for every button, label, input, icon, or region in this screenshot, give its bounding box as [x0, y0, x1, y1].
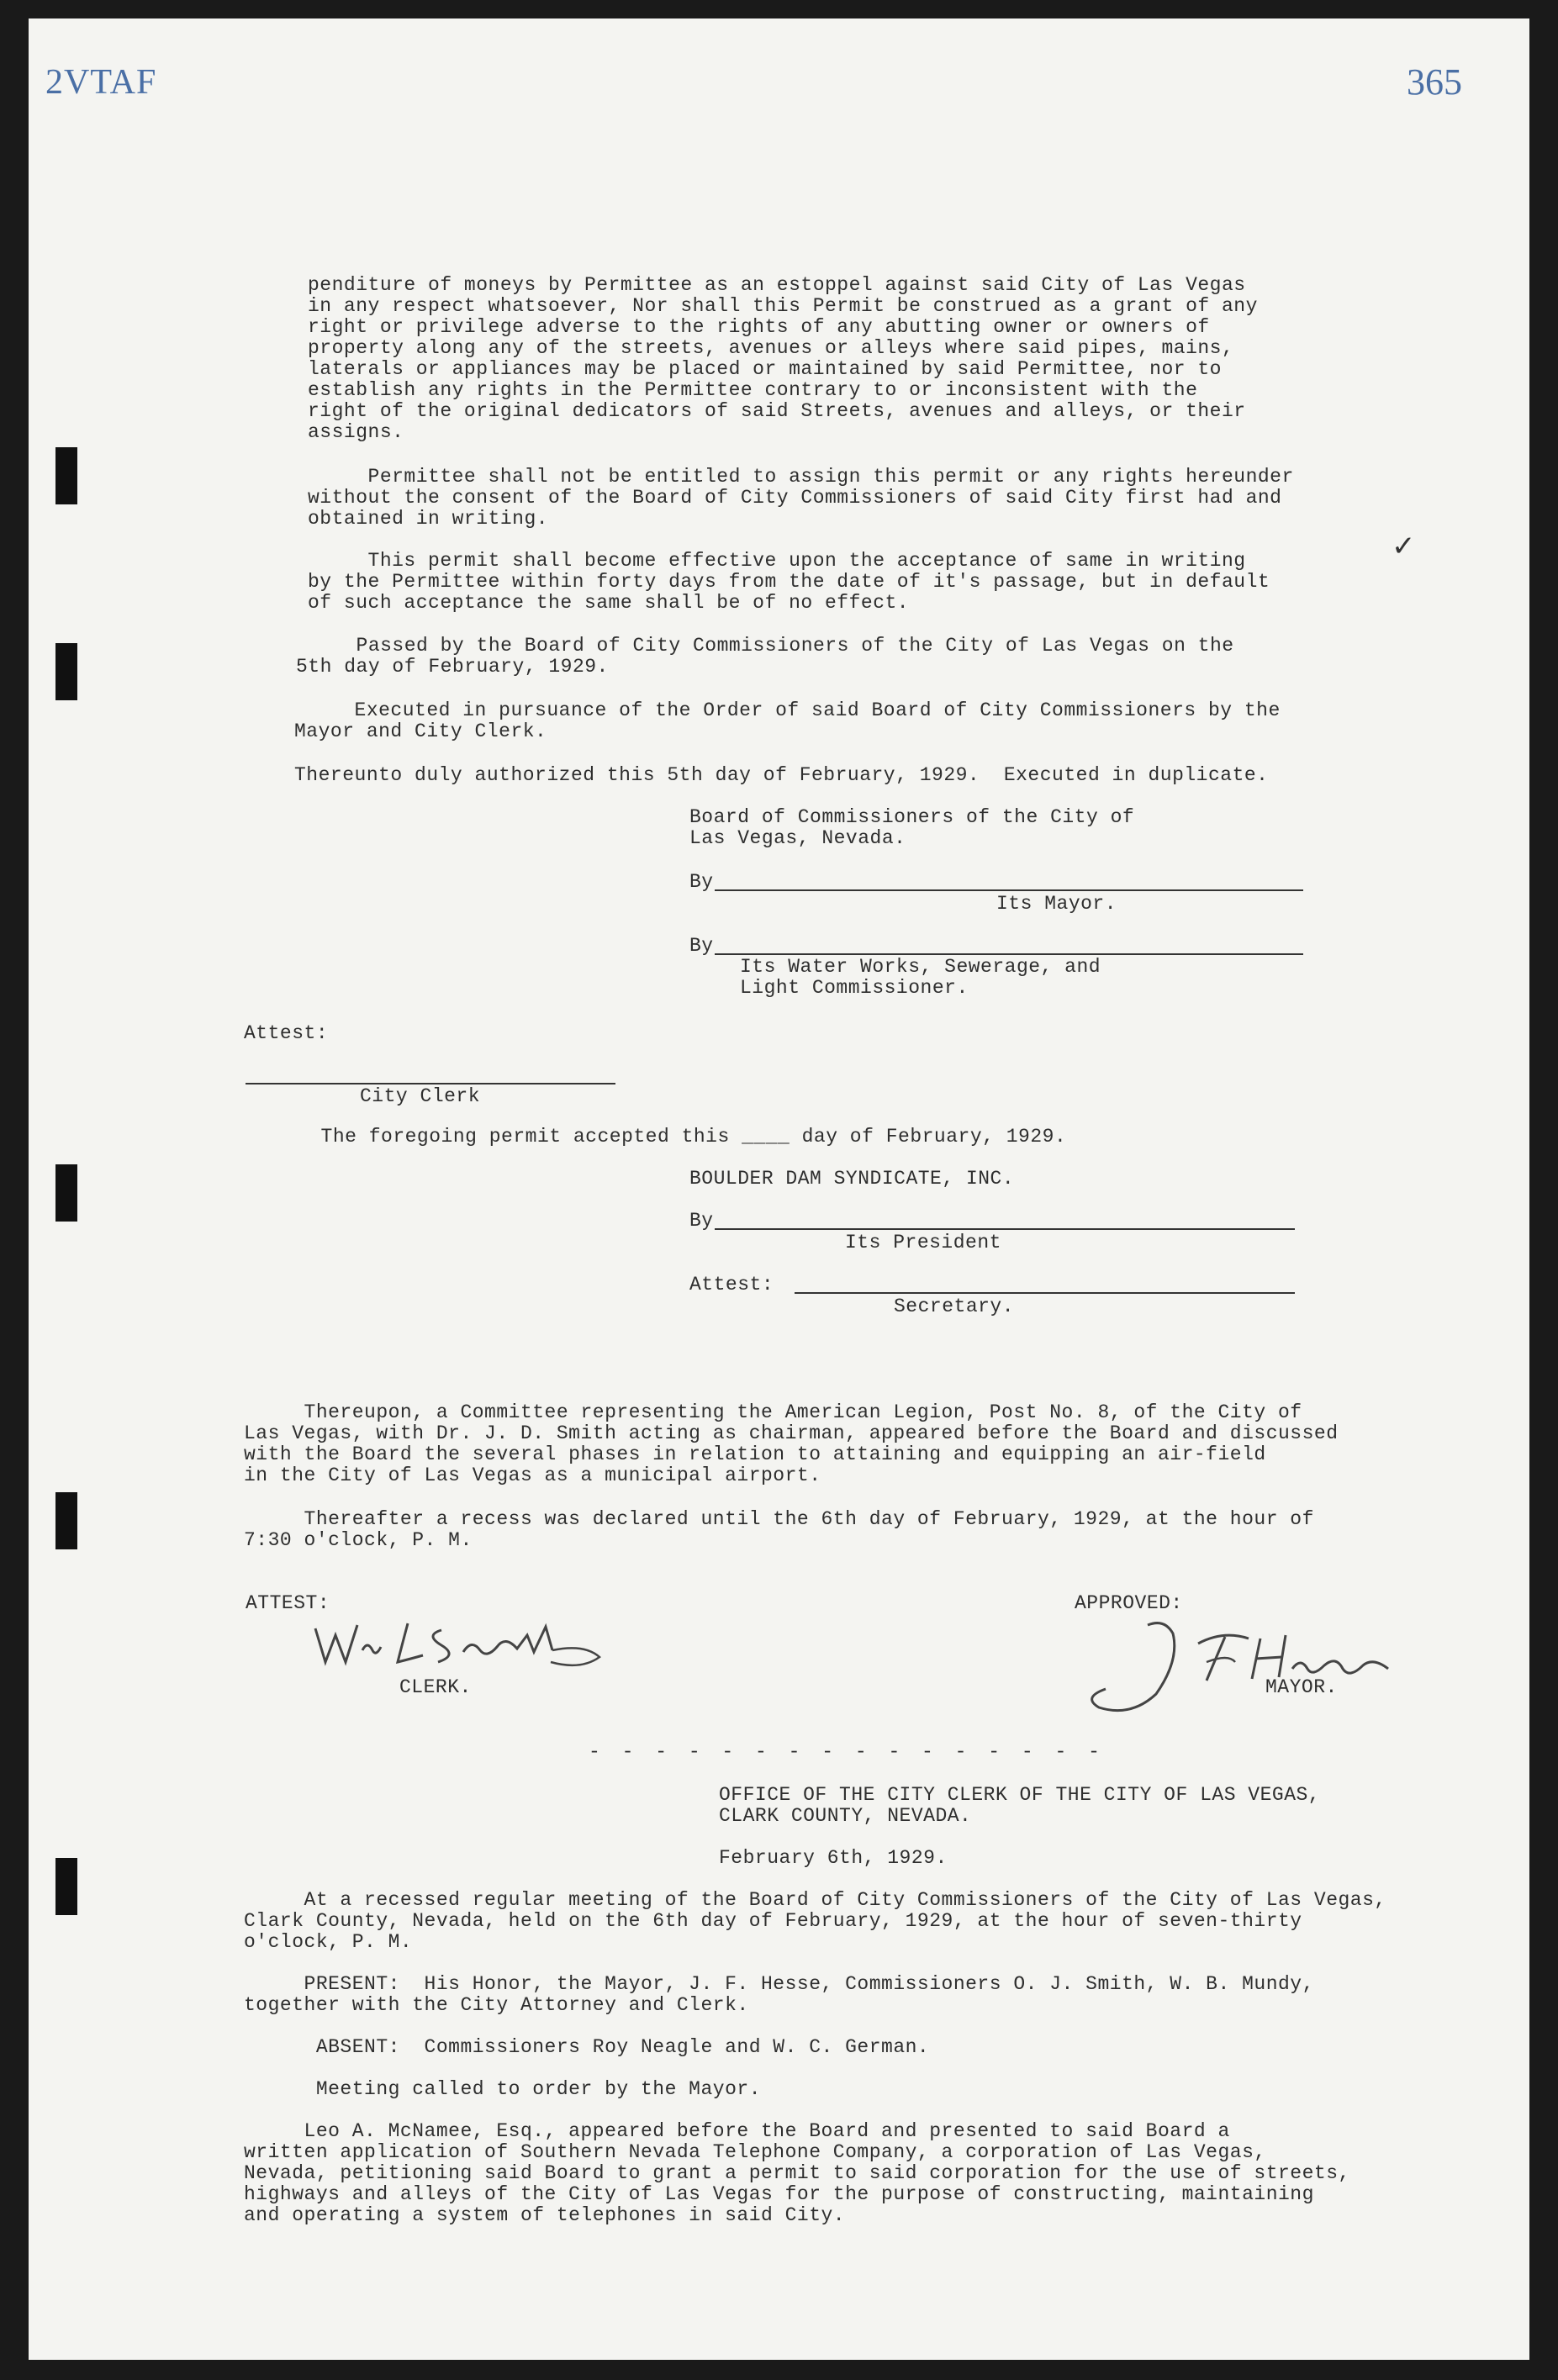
text-line: in the City of Las Vegas as a municipal airport.	[244, 1464, 821, 1486]
text-line: Thereunto duly authorized this 5th day of February, 1929. Executed in duplicate.	[294, 764, 1269, 786]
mayor-signature	[1080, 1610, 1400, 1719]
by-label: By	[689, 871, 714, 893]
text-line: of such acceptance the same shall be of no effect.	[308, 592, 910, 614]
text-line: Passed by the Board of City Commissioners of the City of Las Vegas on the	[296, 635, 1234, 657]
text-line: highways and alleys of the City of Las Vegas for the purpose of constructing, maintaining	[244, 2183, 1314, 2205]
president-title: Its President	[845, 1232, 1001, 1253]
stamp-code: 2VTAF	[45, 63, 157, 102]
attest-label: ATTEST:	[246, 1592, 330, 1614]
text-line: establish any rights in the Permittee contrary to or inconsistent with the	[308, 379, 1198, 401]
text-line: obtained in writing.	[308, 508, 549, 530]
attest-label: Attest:	[689, 1274, 774, 1296]
binding-hole	[55, 1492, 77, 1549]
text-line: without the consent of the Board of City Commissioners of said City first had and	[308, 487, 1282, 509]
text-line: penditure of moneys by Permittee as an estoppel against said City of Las Vegas	[308, 274, 1246, 296]
text-line: Leo A. McNamee, Esq., appeared before the Board and presented to said Board a	[244, 2120, 1230, 2142]
page-number: 365	[1407, 61, 1462, 103]
attest-label: Attest:	[244, 1022, 329, 1044]
text-line: in any respect whatsoever, Nor shall this Permit be construed as a grant of any	[308, 295, 1258, 317]
text-line: right of the original dedicators of said Streets, avenues and alleys, or their	[308, 400, 1246, 422]
binding-hole	[55, 643, 77, 700]
text-line: Meeting called to order by the Mayor.	[244, 2078, 761, 2100]
text-line: 7:30 o'clock, P. M.	[244, 1529, 473, 1551]
signature-line	[715, 889, 1303, 891]
by-label: By	[689, 935, 714, 957]
text-line: laterals or appliances may be placed or maintained by said Permittee, nor to	[308, 358, 1222, 380]
binding-hole	[55, 447, 77, 504]
text-line: Thereafter a recess was declared until the 6th day of February, 1929, at the hour of	[244, 1508, 1314, 1530]
text-line: Las Vegas, with Dr. J. D. Smith acting as chairman, appeared before the Board and discussed	[244, 1422, 1339, 1444]
office-heading: CLARK COUNTY, NEVADA.	[719, 1805, 972, 1827]
text-line: o'clock, P. M.	[244, 1931, 413, 1953]
section-divider: - - - - - - - - - - - - - - - -	[589, 1741, 1105, 1763]
mayor-label: MAYOR.	[1265, 1676, 1338, 1698]
text-line: 5th day of February, 1929.	[296, 656, 609, 678]
clerk-signature	[307, 1610, 610, 1677]
text-line: Clark County, Nevada, held on the 6th day of February, 1929, at the hour of seven-thirty	[244, 1910, 1302, 1932]
text-line: and operating a system of telephones in said City.	[244, 2204, 846, 2226]
check-mark: ✓	[1392, 530, 1416, 563]
text-line: Las Vegas, Nevada.	[689, 827, 906, 849]
text-line: by the Permittee within forty days from the date of it's passage, but in default	[308, 571, 1270, 593]
text-line: written application of Southern Nevada Telephone Company, a corporation of Las Vegas,	[244, 2141, 1266, 2163]
city-clerk-title: City Clerk	[360, 1085, 481, 1107]
text-line: PRESENT: His Honor, the Mayor, J. F. Hesse, Commissioners O. J. Smith, W. B. Mundy,	[244, 1973, 1314, 1995]
text-line: The foregoing permit accepted this ____ day of February, 1929.	[261, 1126, 1067, 1148]
text-line: This permit shall become effective upon the acceptance of same in writing	[308, 550, 1246, 572]
by-label: By	[689, 1210, 714, 1232]
text-line: Board of Commissioners of the City of	[689, 806, 1135, 828]
binding-hole	[55, 1858, 77, 1915]
text-line: with the Board the several phases in relation to attaining and equipping an air-field	[244, 1443, 1266, 1465]
text-line: right or privilege adverse to the rights of any abutting owner or owners of	[308, 316, 1210, 338]
text-line: At a recessed regular meeting of the Board of City Commissioners of the City of Las Vegas,	[244, 1889, 1386, 1911]
approved-label: APPROVED:	[1075, 1592, 1183, 1614]
text-line: property along any of the streets, avenues or alleys where said pipes, mains,	[308, 337, 1234, 359]
text-line: ABSENT: Commissioners Roy Neagle and W. C. German.	[244, 2036, 930, 2058]
office-heading: OFFICE OF THE CITY CLERK OF THE CITY OF LAS VEGAS,	[719, 1784, 1321, 1806]
signature-line	[715, 1228, 1295, 1230]
text-line: Mayor and City Clerk.	[294, 720, 547, 742]
text-line: Executed in pursuance of the Order of said Board of City Commissioners by the	[294, 699, 1281, 721]
text-line: assigns.	[308, 421, 404, 443]
text-line: together with the City Attorney and Clerk.	[244, 1994, 749, 2016]
text-line: Permittee shall not be entitled to assign this permit or any rights hereunder	[308, 466, 1294, 488]
clerk-label: CLERK.	[399, 1676, 472, 1698]
mayor-title: Its Mayor.	[996, 893, 1117, 915]
company-name: BOULDER DAM SYNDICATE, INC.	[689, 1168, 1015, 1190]
secretary-title: Secretary.	[894, 1296, 1015, 1317]
commissioner-title: Its Water Works, Sewerage, and	[740, 956, 1101, 978]
text-line: Thereupon, a Committee representing the American Legion, Post No. 8, of the City of	[244, 1401, 1302, 1423]
signature-line	[246, 1083, 615, 1084]
commissioner-title: Light Commissioner.	[740, 977, 969, 999]
signature-line	[795, 1292, 1295, 1294]
text-line: Nevada, petitioning said Board to grant a permit to said corporation for the use of streets,	[244, 2162, 1350, 2184]
binding-hole	[55, 1164, 77, 1222]
meeting-date: February 6th, 1929.	[719, 1847, 948, 1869]
signature-line	[715, 953, 1303, 955]
